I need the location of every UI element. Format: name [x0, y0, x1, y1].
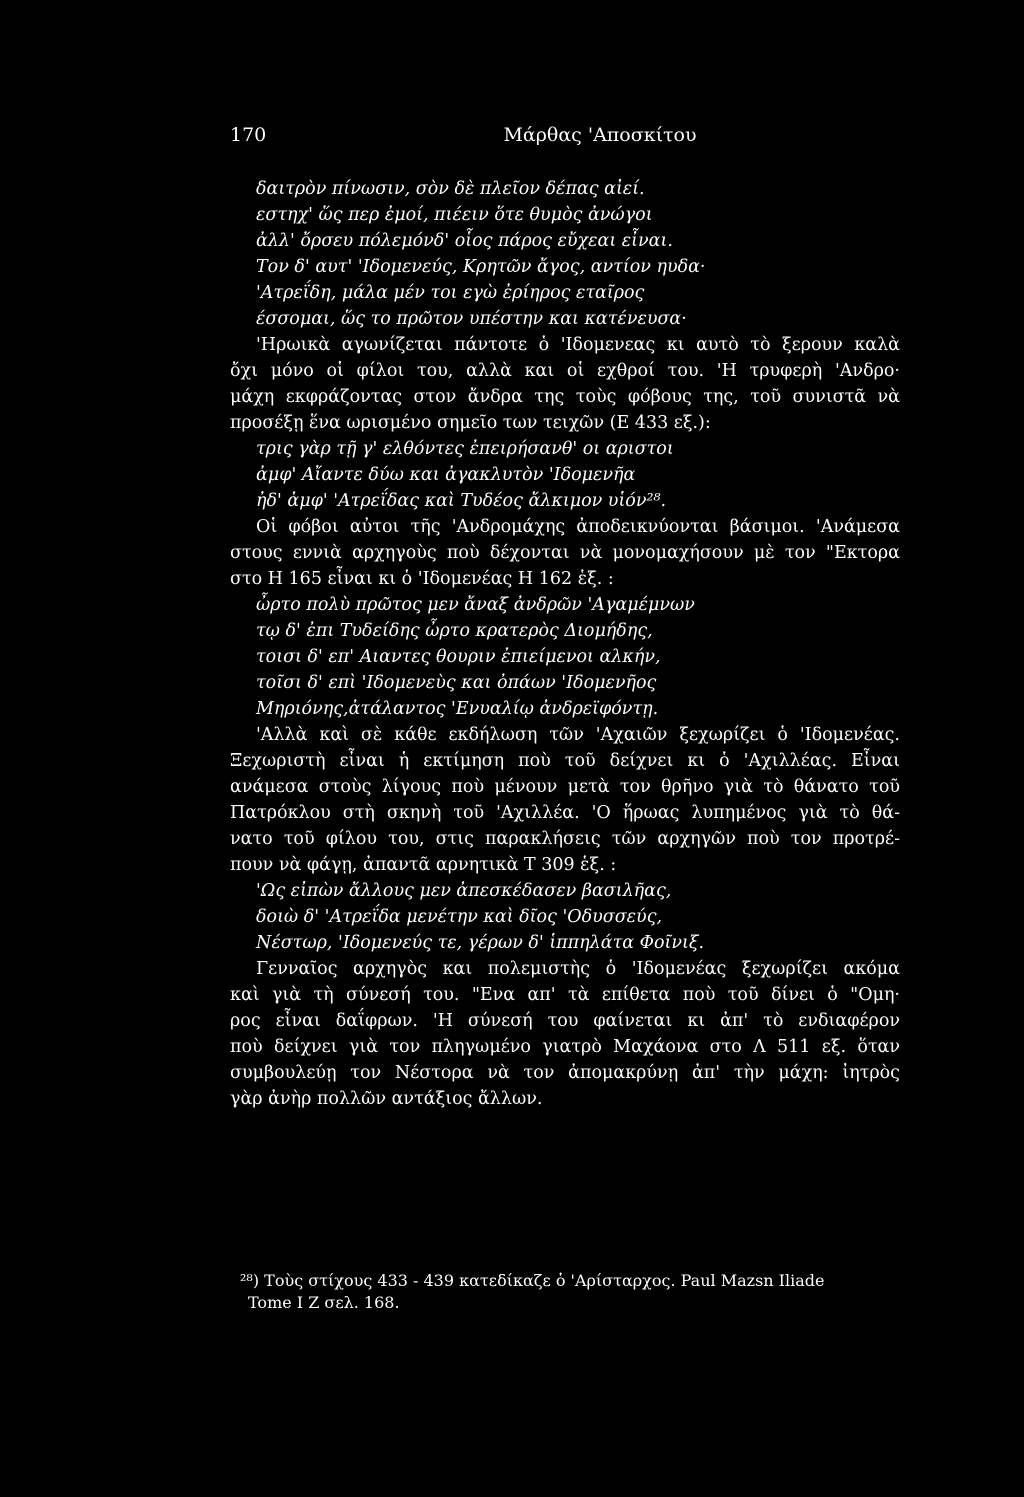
prose-line: πουν νὰ φάγῃ, ἀπαντᾶ αρνητικὰ Τ 309 ἑξ. :	[230, 855, 617, 875]
verse-line: έσσομαι, ὥς το πρῶτον υπέστην και κατένευσα·	[256, 309, 687, 329]
verse-line: τῳ δ' ἐπι Τυδείδης ὦρτο κρατερὸς Διομήδης,	[256, 621, 653, 641]
body-text	[230, 176, 900, 1112]
verse-line: τοισι δ' επ' Αιαντες θουριν ἐπιείμενοι αλκήν,	[256, 647, 661, 667]
verse-line: τοῖσι δ' επὶ 'Ιδομενεὺς και ὀπάων 'Ιδομενῆος	[256, 673, 657, 693]
verse-line: 'Ως εἰπὼν ἄλλους μεν ἀπεσκέδασεν βασιλῆας,	[256, 881, 672, 901]
verse-line: ἀμφ' Αἴαντε δύω και ἀγακλυτὸν 'Ιδομενῆα	[256, 465, 636, 485]
prose-line: 'Ηρωικὰ αγωνίζεται πάντοτε ὁ 'Ιδομενεας κι αυτὸ τὸ ξερουν καλὰ	[256, 335, 900, 355]
verse-line: Τον δ' αυτ' 'Ιδομενεύς, Κρητῶν ἄγος, αντίον ηυδα·	[256, 257, 706, 277]
prose-line: στο Η 165 εἶναι κι ὁ 'Ιδομενέας Η 162 ἑξ. :	[230, 569, 614, 589]
prose-line: γὰρ ἀνὴρ πολλῶν αντάξιος ἄλλων.	[230, 1089, 543, 1109]
verse-line: 'Ατρεΐδη, μάλα μέν τοι εγὼ ἐρίηρος εταῖρος	[256, 283, 645, 303]
prose-line: καὶ γιὰ τὴ σύνεσή του. "Ενα απ' τὰ επίθετα ποὺ τοῦ δίνει ὁ "Ομη·	[230, 985, 900, 1005]
verse-line: δοιὼ δ' 'Ατρεΐδα μενέτην καὶ δῖος 'Οδυσσεύς,	[256, 907, 663, 927]
verse-line: Μηριόνης,ἀτάλαντος 'Ενυαλίῳ ἀνδρεϊφόντῃ.	[256, 699, 659, 719]
prose-line: Οἱ φόβοι αὐτοι τῆς 'Ανδρομάχης ἀποδεικνύονται βάσιμοι. 'Ανάμεσα	[256, 517, 900, 537]
prose-line: συμβουλεύῃ τον Νέστορα νὰ τον ἀπομακρύνῃ ἀπ' τὴν μάχη: ἰητρὸς	[230, 1063, 900, 1083]
prose-line: Ξεχωριστὴ εἶναι ἡ εκτίμηση ποὺ τοῦ δείχνει κι ὁ 'Αχιλλέας. Εἶναι	[230, 751, 900, 771]
prose-line: 'Αλλὰ καὶ σὲ κάθε εκδήλωση τῶν 'Αχαιῶν ξεχωρίζει ὁ 'Ιδομενέας.	[256, 725, 900, 745]
prose-line: ποὺ δείχνει γιὰ τον πληγωμένο γιατρὸ Μαχάονα στο Λ 511 εξ. ὅταν	[230, 1037, 900, 1057]
prose-line: νατο τοῦ φίλου του, στις παρακλήσεις τῶν αρχηγῶν ποὺ τον προτρέ-	[230, 829, 900, 849]
verse-line: ὦρτο πολὺ πρῶτος μεν ἄναξ ἀνδρῶν 'Αγαμέμνων	[256, 595, 695, 615]
prose-line: ὄχι μόνο οἱ φίλοι του, αλλὰ και οἱ εχθροί του. 'Η τρυφερὴ 'Ανδρο·	[230, 361, 900, 381]
verse-line: τρις γὰρ τῇ γ' ελθόντες ἐπειρήσανθ' οι αριστοι	[256, 439, 674, 459]
running-title: Μάρθας 'Αποσκίτου	[503, 124, 697, 146]
verse-line: δαιτρὸν πίνωσιν, σὸν δὲ πλεῖον δέπας αἰεί.	[256, 179, 645, 199]
prose-line: Γενναῖος αρχηγὸς και πολεμιστὴς ὁ 'Ιδομενέας ξεχωρίζει ακόμα	[256, 959, 900, 979]
footnote	[240, 1270, 900, 1314]
footnote-line: Tome I Z σελ. 168.	[248, 1293, 400, 1312]
prose-line: Πατρόκλου στὴ σκηνὴ τοῦ 'Αχιλλέα. 'Ο ἥρωας λυπημένος γιὰ τὸ θά-	[230, 803, 900, 823]
page-number: 170	[230, 124, 267, 146]
prose-line: ανάμεσα στοὺς λίγους ποὺ μένουν μετὰ τον θρῆνο γιὰ τὸ θάνατο τοῦ	[230, 777, 900, 797]
prose-line: στους εννιὰ αρχηγοὺς ποὺ δέχονται νὰ μονομαχήσουν μὲ τον "Εκτορα	[230, 543, 900, 563]
footnote-line: ²⁸) Τοὺς στίχους 433 - 439 κατεδίκαζε ὁ 'Αρίσταρχος. Paul Mazsn Iliade	[240, 1271, 825, 1290]
verse-line: ἀλλ' ὄρσευ πόλεμόνδ' οἷος πάρος εὔχεαι εἶναι.	[256, 231, 673, 251]
prose-line: προσέξῃ ἕνα ωρισμένο σημεῖο των τειχῶν (Ε 433 εξ.):	[230, 413, 711, 433]
page-header	[230, 124, 930, 154]
verse-line: εστηχ' ὥς περ ἐμοί, πιέειν ὅτε θυμὸς ἀνώγοι	[256, 205, 653, 225]
prose-line: μάχη εκφράζοντας στον ἄνδρα της τοὺς φόβους της, τοῦ συνιστᾶ νὰ	[230, 387, 900, 407]
prose-line: ρος εἶναι δαΐφρων. 'Η σύνεσή του φαίνεται κι ἀπ' τὸ ενδιαφέρον	[230, 1011, 900, 1031]
verse-line: ἠδ' ἀμφ' 'Ατρεΐδας καὶ Τυδέος ἄλκιμον υἱόν²⁸.	[256, 491, 667, 511]
verse-line: Νέστωρ, 'Ιδομενεύς τε, γέρων δ' ἱππηλάτα Φοῖνιξ.	[256, 933, 705, 953]
